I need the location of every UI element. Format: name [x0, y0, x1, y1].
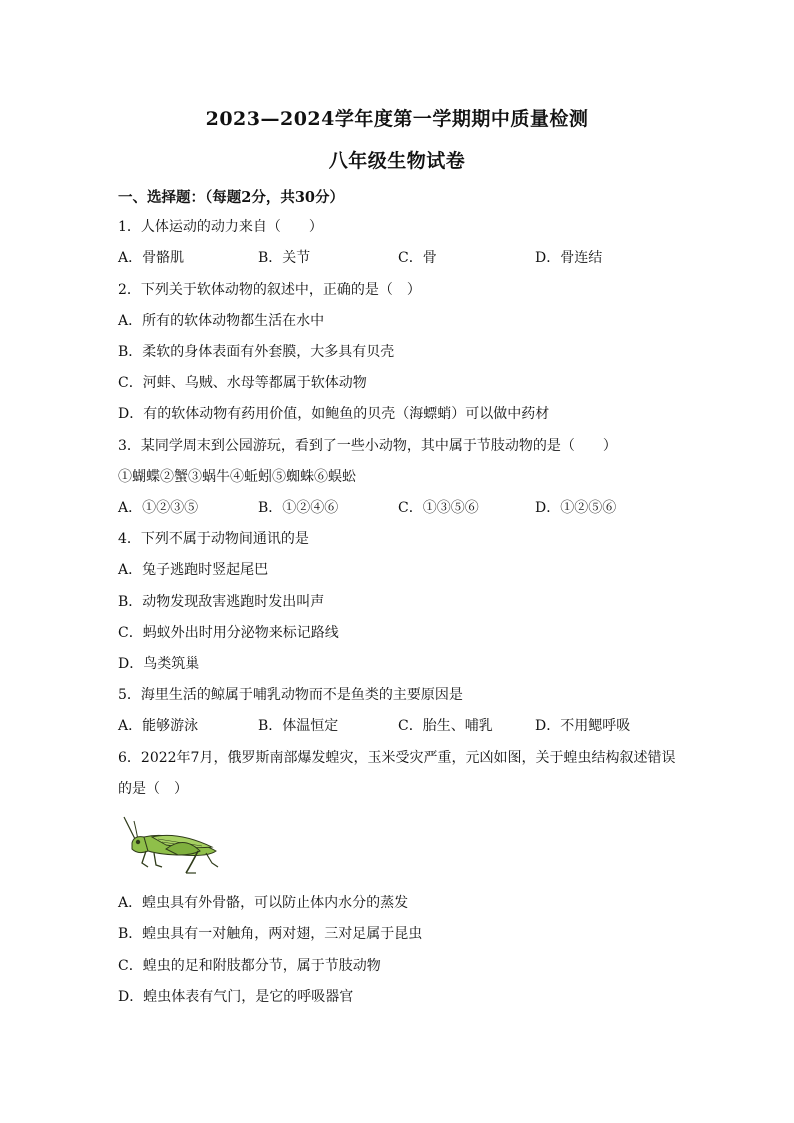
q3-option-c: C．①③⑤⑥: [398, 500, 479, 516]
question-6-stem-line2: 的是（ ）: [118, 781, 188, 797]
section-heading: 一、选择题：（每题2分，共30分）: [118, 189, 345, 206]
question-5-stem: 5．海里生活的鲸属于哺乳动物而不是鱼类的主要原因是: [118, 687, 463, 703]
grasshopper-illustration: [122, 815, 220, 877]
q6-option-d: D．蝗虫体表有气门，是它的呼吸器官: [118, 989, 354, 1005]
q5-option-c: C．胎生、哺乳: [398, 718, 493, 734]
q4-option-b: B．动物发现敌害逃跑时发出叫声: [118, 594, 325, 610]
q6-option-b: B．蝗虫具有一对触角，两对翅，三对足属于昆虫: [118, 926, 423, 942]
exam-title: 2023—2024学年度第一学期期中质量检测: [205, 108, 589, 130]
exam-subtitle: 八年级生物试卷: [328, 150, 466, 172]
question-2-stem: 2．下列关于软体动物的叙述中，正确的是（ ）: [118, 282, 421, 298]
q3-option-d: D．①②⑤⑥: [535, 500, 617, 516]
q2-option-d: D．有的软体动物有药用价值，如鲍鱼的贝壳（海螵蛸）可以做中药材: [118, 406, 550, 422]
question-3-stem: 3．某同学周末到公园游玩，看到了一些小动物，其中属于节肢动物的是（ ）: [118, 438, 617, 454]
q1-option-a: A．骨骼肌: [118, 250, 185, 266]
q4-option-a: A．兔子逃跑时竖起尾巴: [118, 562, 269, 578]
q3-option-a: A．①②③⑤: [118, 500, 199, 516]
question-1-stem: 1．人体运动的动力来自（ ）: [118, 219, 323, 235]
q3-option-b: B．①②④⑥: [258, 500, 339, 516]
q2-option-b: B．柔软的身体表面有外套膜，大多具有贝壳: [118, 344, 395, 360]
question-4-stem: 4．下列不属于动物间通讯的是: [118, 531, 309, 547]
q1-option-c: C．骨: [398, 250, 437, 266]
q2-option-c: C．河蚌、乌贼、水母等都属于软体动物: [118, 375, 367, 391]
question-6-stem-line1: 6．2022年7月，俄罗斯南部爆发蝗灾，玉米受灾严重，元凶如图，关于蝗虫结构叙述错误: [118, 750, 676, 766]
q6-option-a: A．蝗虫具有外骨骼，可以防止体内水分的蒸发: [118, 895, 409, 911]
q5-option-b: B．体温恒定: [258, 718, 339, 734]
q3-animal-list: ①蝴蝶②蟹③蜗牛④蚯蚓⑤蜘蛛⑥蜈蚣: [118, 469, 356, 485]
q4-option-c: C．蚂蚁外出时用分泌物来标记路线: [118, 625, 339, 641]
q2-option-a: A．所有的软体动物都生活在水中: [118, 313, 325, 329]
q5-option-d: D．不用鳃呼吸: [535, 718, 631, 734]
q4-option-d: D．鸟类筑巢: [118, 656, 200, 672]
q1-option-b: B．关节: [258, 250, 311, 266]
q6-option-c: C．蝗虫的足和附肢都分节，属于节肢动物: [118, 958, 381, 974]
q5-option-a: A．能够游泳: [118, 718, 199, 734]
q1-option-d: D．骨连结: [535, 250, 603, 266]
